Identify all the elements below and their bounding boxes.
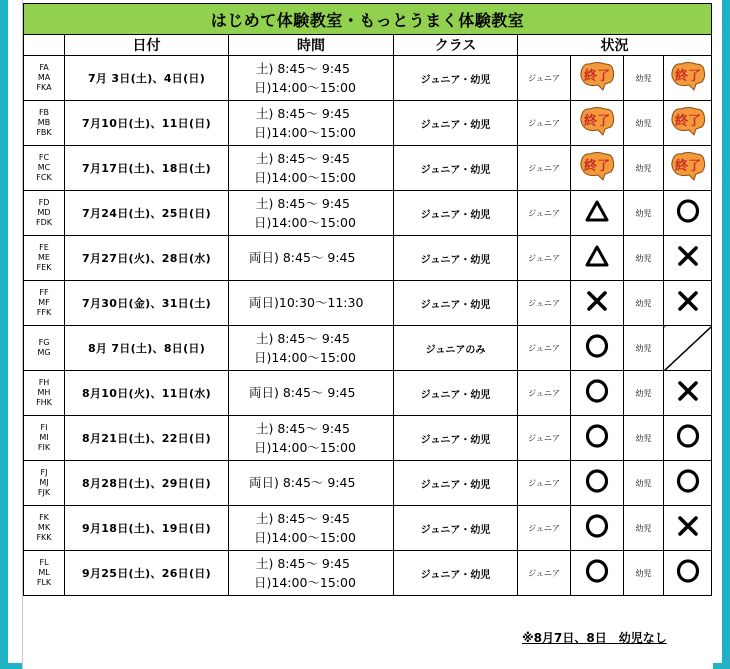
junior-status: [571, 326, 624, 371]
class-type: ジュニア・幼児: [394, 191, 518, 236]
kids-label: 幼児: [624, 281, 664, 326]
junior-status: [571, 461, 624, 506]
course-codes: [24, 371, 65, 416]
class-type: ジュニア・幼児: [394, 236, 518, 281]
course-code: FD: [38, 198, 50, 207]
kids-status: [664, 551, 712, 596]
time-slot: 日)14:00～15:00: [254, 575, 356, 590]
course-codes: [24, 506, 65, 551]
session-time: [229, 371, 394, 416]
svg-text:終了: 終了: [583, 159, 611, 174]
class-type: ジュニアのみ: [394, 326, 518, 371]
schedule-row: [24, 101, 712, 146]
course-code: ML: [38, 568, 50, 577]
course-code: FA: [39, 63, 49, 72]
circle-mark-icon: [584, 513, 610, 539]
circle-mark-icon: [675, 468, 701, 494]
finished-stamp-icon: [669, 60, 707, 92]
session-date: 7月10日(土)、11日(日): [65, 101, 229, 146]
kids-label: 幼児: [624, 461, 664, 506]
junior-status: [571, 146, 624, 191]
circle-mark-icon: [584, 468, 610, 494]
junior-status: [571, 506, 624, 551]
session-time: [229, 281, 394, 326]
time-slot: 両日)10:30～11:30: [249, 295, 364, 310]
course-codes: [24, 281, 65, 326]
time-slot: 土) 8:45～ 9:45: [256, 106, 350, 121]
header-date: 日付: [65, 35, 229, 56]
junior-status: [571, 281, 624, 326]
course-code: FJ: [40, 468, 48, 477]
kids-label: 幼児: [624, 551, 664, 596]
junior-label: ジュニア: [518, 236, 571, 281]
junior-label: ジュニア: [518, 551, 571, 596]
junior-label: ジュニア: [518, 506, 571, 551]
course-codes: [24, 56, 65, 101]
course-code: FJK: [37, 488, 51, 497]
course-code: FIK: [37, 443, 51, 452]
finished-stamp-icon: [669, 150, 707, 182]
course-code: FB: [38, 108, 50, 117]
time-slot: 日)14:00～15:00: [254, 125, 356, 140]
session-date: 8月28日(土)、29日(日): [65, 461, 229, 506]
session-time: [229, 326, 394, 371]
cross-mark-icon: [585, 289, 609, 313]
kids-label: 幼児: [624, 236, 664, 281]
course-code: FK: [39, 513, 49, 522]
schedule-table: [23, 3, 712, 596]
circle-mark-icon: [675, 558, 701, 584]
schedule-row: [24, 326, 712, 371]
session-date: 8月21日(土)、22日(日): [65, 416, 229, 461]
course-code: FHK: [36, 398, 52, 407]
time-slot: 両日) 8:45～ 9:45: [249, 250, 356, 265]
kids-status: [664, 146, 712, 191]
junior-label: ジュニア: [518, 101, 571, 146]
junior-status: [571, 101, 624, 146]
course-codes: [24, 326, 65, 371]
circle-mark-icon: [584, 423, 610, 449]
schedule-row: [24, 461, 712, 506]
kids-status: [664, 191, 712, 236]
svg-text:終了: 終了: [674, 69, 701, 84]
junior-status: [571, 371, 624, 416]
header-code: [24, 35, 65, 56]
course-codes: [24, 101, 65, 146]
session-date: 9月18日(土)、19日(日): [65, 506, 229, 551]
course-code: FC: [38, 153, 50, 162]
course-code: FG: [38, 338, 50, 347]
schedule-row: [24, 506, 712, 551]
class-type: ジュニア・幼児: [394, 551, 518, 596]
course-codes: [24, 146, 65, 191]
course-code: MD: [37, 208, 51, 217]
cross-mark-icon: [676, 379, 700, 403]
kids-label: 幼児: [624, 506, 664, 551]
course-code: FH: [38, 378, 50, 387]
cross-mark-icon: [676, 514, 700, 538]
circle-mark-icon: [584, 333, 610, 359]
time-slot: 土) 8:45～ 9:45: [256, 511, 350, 526]
course-code: MG: [37, 348, 51, 357]
course-code: MI: [39, 433, 49, 442]
circle-mark-icon: [584, 378, 610, 404]
junior-status: [571, 191, 624, 236]
course-code: MA: [37, 73, 51, 82]
time-slot: 土) 8:45～ 9:45: [256, 61, 350, 76]
junior-label: ジュニア: [518, 281, 571, 326]
course-code: FLK: [36, 578, 52, 587]
session-date: 8月10日(火)、11日(水): [65, 371, 229, 416]
course-code: FBK: [36, 128, 52, 137]
course-codes: [24, 551, 65, 596]
frame-right-border: [722, 0, 730, 669]
schedule-row: [24, 236, 712, 281]
kids-status: [664, 56, 712, 101]
kids-status: [664, 506, 712, 551]
cross-mark-icon: [676, 289, 700, 313]
kids-status-not-offered: [664, 326, 712, 371]
course-code: FKK: [36, 533, 52, 542]
schedule-row: [24, 191, 712, 236]
kids-status: [664, 461, 712, 506]
session-date: 7月24日(土)、25日(日): [65, 191, 229, 236]
course-code: FE: [39, 243, 49, 252]
class-type: ジュニア・幼児: [394, 371, 518, 416]
time-slot: 日)14:00～15:00: [254, 440, 356, 455]
session-time: [229, 416, 394, 461]
kids-status: [664, 101, 712, 146]
triangle-mark-icon: [584, 199, 610, 223]
svg-text:終了: 終了: [583, 69, 611, 84]
course-code: FI: [40, 423, 48, 432]
course-codes: [24, 416, 65, 461]
session-time: [229, 551, 394, 596]
svg-text:終了: 終了: [583, 114, 611, 129]
course-code: FDK: [35, 218, 52, 227]
course-codes: [24, 461, 65, 506]
kids-label: 幼児: [624, 326, 664, 371]
kids-label: 幼児: [624, 416, 664, 461]
schedule-row: [24, 371, 712, 416]
time-slot: 日)14:00～15:00: [254, 215, 356, 230]
session-time: [229, 461, 394, 506]
time-slot: 土) 8:45～ 9:45: [256, 331, 350, 346]
kids-status: [664, 236, 712, 281]
kids-status: [664, 371, 712, 416]
finished-stamp-icon: [578, 60, 616, 92]
header-time: 時間: [229, 35, 394, 56]
svg-text:終了: 終了: [674, 159, 701, 174]
junior-status: [571, 416, 624, 461]
session-time: [229, 191, 394, 236]
course-codes: [24, 236, 65, 281]
kids-label: 幼児: [624, 191, 664, 236]
kids-label: 幼児: [624, 371, 664, 416]
class-type: ジュニア・幼児: [394, 461, 518, 506]
svg-text:終了: 終了: [674, 114, 701, 129]
time-slot: 日)14:00～15:00: [254, 170, 356, 185]
kids-label: 幼児: [624, 146, 664, 191]
session-time: [229, 56, 394, 101]
finished-stamp-icon: [578, 150, 616, 182]
schedule-row: [24, 551, 712, 596]
circle-mark-icon: [675, 198, 701, 224]
cross-mark-icon: [676, 244, 700, 268]
schedule-rows: [24, 56, 712, 596]
header-status: 状況: [518, 35, 712, 56]
kids-status: [664, 416, 712, 461]
class-type: ジュニア・幼児: [394, 101, 518, 146]
session-date: 9月25日(土)、26日(日): [65, 551, 229, 596]
junior-label: ジュニア: [518, 56, 571, 101]
junior-status: [571, 56, 624, 101]
session-date: 7月17日(土)、18日(土): [65, 146, 229, 191]
course-code: MK: [37, 523, 51, 532]
session-date: 7月30日(金)、31日(土): [65, 281, 229, 326]
session-date: 7月27日(火)、28日(水): [65, 236, 229, 281]
class-type: ジュニア・幼児: [394, 416, 518, 461]
kids-status: [664, 281, 712, 326]
schedule-row: [24, 146, 712, 191]
course-code: MJ: [39, 478, 49, 487]
course-code: FL: [39, 558, 49, 567]
junior-label: ジュニア: [518, 326, 571, 371]
schedule-row: [24, 416, 712, 461]
time-slot: 土) 8:45～ 9:45: [256, 421, 350, 436]
junior-label: ジュニア: [518, 146, 571, 191]
class-type: ジュニア・幼児: [394, 281, 518, 326]
course-code: MB: [37, 118, 51, 127]
course-code: MC: [37, 163, 51, 172]
session-date: 7月 3日(土)、4日(日): [65, 56, 229, 101]
time-slot: 土) 8:45～ 9:45: [256, 196, 350, 211]
schedule-sheet: [22, 0, 713, 669]
header-class: クラス: [394, 35, 518, 56]
junior-label: ジュニア: [518, 371, 571, 416]
course-code: ME: [38, 253, 50, 262]
frame-left-border: [0, 0, 8, 669]
junior-label: ジュニア: [518, 191, 571, 236]
course-code: MH: [37, 388, 51, 397]
junior-label: ジュニア: [518, 416, 571, 461]
time-slot: 日)14:00～15:00: [254, 350, 356, 365]
junior-status: [571, 551, 624, 596]
class-type: ジュニア・幼児: [394, 146, 518, 191]
time-slot: 両日) 8:45～ 9:45: [249, 475, 356, 490]
time-slot: 両日) 8:45～ 9:45: [249, 385, 356, 400]
class-type: ジュニア・幼児: [394, 56, 518, 101]
session-date: 8月 7日(土)、8日(日): [65, 326, 229, 371]
circle-mark-icon: [675, 423, 701, 449]
circle-mark-icon: [584, 558, 610, 584]
course-code: FF: [39, 288, 49, 297]
junior-status: [571, 236, 624, 281]
schedule-row: [24, 56, 712, 101]
session-time: [229, 236, 394, 281]
kids-label: 幼児: [624, 101, 664, 146]
course-code: FKA: [36, 83, 52, 92]
junior-label: ジュニア: [518, 461, 571, 506]
schedule-title: はじめて体験教室・もっとうまく体験教室: [24, 4, 712, 35]
footnote: ※8月7日、8日 幼児なし: [522, 631, 667, 645]
course-code: FFK: [36, 308, 52, 317]
course-codes: [24, 191, 65, 236]
course-code: FCK: [36, 173, 52, 182]
schedule-row: [24, 281, 712, 326]
time-slot: 土) 8:45～ 9:45: [256, 556, 350, 571]
kids-label: 幼児: [624, 56, 664, 101]
triangle-mark-icon: [584, 244, 610, 268]
session-time: [229, 101, 394, 146]
class-type: ジュニア・幼児: [394, 506, 518, 551]
session-time: [229, 146, 394, 191]
session-time: [229, 506, 394, 551]
finished-stamp-icon: [578, 105, 616, 137]
time-slot: 土) 8:45～ 9:45: [256, 151, 350, 166]
course-code: MF: [38, 298, 50, 307]
finished-stamp-icon: [669, 105, 707, 137]
course-code: FEK: [36, 263, 52, 272]
time-slot: 日)14:00～15:00: [254, 80, 356, 95]
time-slot: 日)14:00～15:00: [254, 530, 356, 545]
